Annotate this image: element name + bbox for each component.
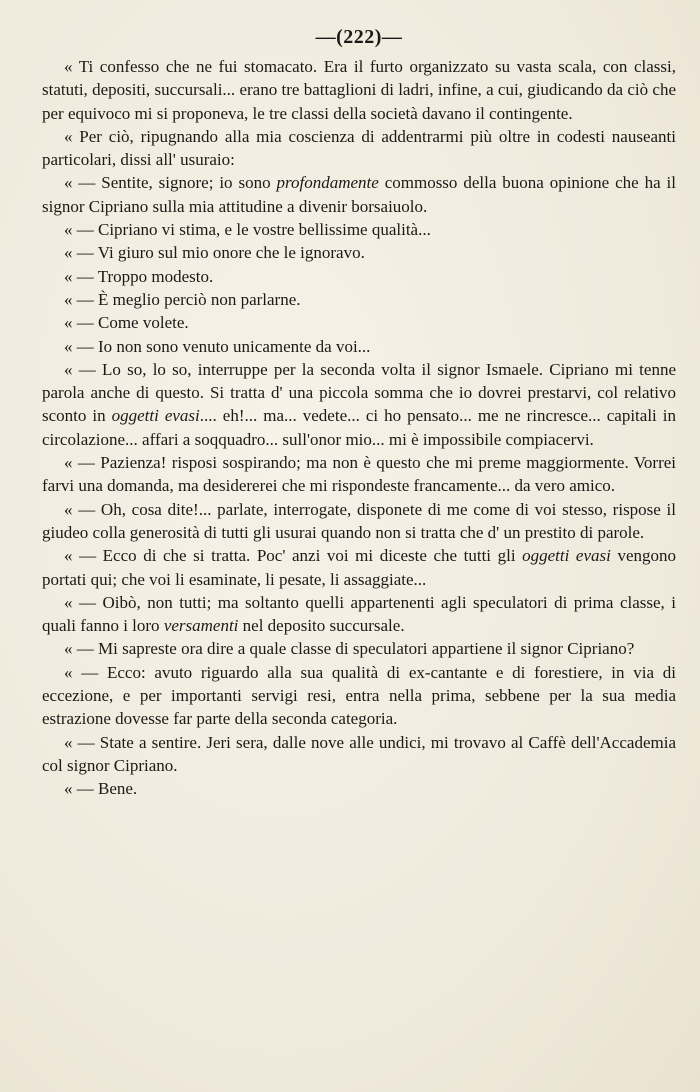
text-segment: commosso della buona opinione che ha il signor Cipriano sulla mia attitudine a divenir borsaiuolo.: [42, 173, 676, 216]
paragraph: [42, 55, 676, 125]
paragraph: [42, 358, 676, 451]
text-segment: .... eh!... ma... vedete... ci ho pensato... me ne rincresce... capitali in circolazione... affari a soqquadro... sull'onor mio... mi è impossibile compiacervi.: [42, 406, 676, 449]
paragraph: [42, 591, 676, 638]
italic-text: oggetti evasi: [111, 406, 200, 426]
text-segment: nel deposito succursale.: [238, 616, 405, 636]
paragraph: [42, 311, 676, 334]
text-segment: « — Vi giuro sul mio onore che le ignoravo.: [64, 243, 365, 263]
paragraph: [42, 731, 676, 778]
text-segment: « — State a sentire. Jeri sera, dalle nove alle undici, mi trovavo al Caffè dell'Accademia col signor Cipriano.: [42, 732, 676, 775]
text-segment: « — Sentite, signore; io sono: [64, 173, 277, 193]
page-number: —(222)—: [315, 26, 403, 48]
paragraph: [42, 637, 676, 660]
text-segment: « — Bene.: [64, 779, 138, 799]
text-segment: « — Ecco: avuto riguardo alla sua qualità di ex-cantante e di forestiere, in via di eccezione, e per importanti servigi resi, entra nella prima, sebbene per la sua media estrazione dovesse far parte della seconda categoria.: [42, 662, 676, 729]
italic-text: versamenti: [163, 616, 239, 636]
text-segment: « — Oh, cosa dite!... parlate, interrogate, disponete di me come di voi stesso, rispose il giudeo colla generosità di tutti gli usurai quando non si tratta che d' un prestito di parole.: [42, 499, 676, 542]
text-segment: « — Mi sapreste ora dire a quale classe di speculatori appartiene il signor Cipriano?: [64, 639, 635, 659]
text-segment: « — Io non sono venuto unicamente da voi...: [64, 336, 371, 356]
paragraph: [42, 288, 676, 311]
paragraph: [42, 451, 676, 498]
text-segment: « — Ecco di che si tratta. Poc' anzi voi mi diceste che tutti gli: [64, 546, 523, 566]
paragraph: [42, 218, 676, 241]
text-segment: « — Pazienza! risposi sospirando; ma non è questo che mi preme maggiormente. Vorrei farvi una domanda, ma desidererei che mi rispondeste francamente... da vero amico.: [42, 453, 676, 496]
italic-text: oggetti evasi: [522, 546, 611, 566]
paragraph: [42, 335, 676, 358]
text-segment: « Per ciò, ripugnando alla mia coscienza di addentrarmi più oltre in codesti nauseanti particolari, dissi all' usuraio:: [42, 126, 676, 170]
text-segment: « — Troppo modesto.: [64, 266, 214, 286]
text-segment: « — Lo so, lo so, interruppe per la seconda volta il signor Ismaele. Cipriano mi tenne parola anche di questo. Si tratta d' una piccola somma che io dovrei prestarvi, col relativo sconto in: [42, 359, 676, 426]
paragraph: [42, 265, 676, 288]
paragraph: [42, 241, 676, 264]
text-segment: « — Come volete.: [64, 313, 189, 333]
italic-text: profondamente: [276, 173, 379, 193]
text-segment: « — È meglio perciò non parlarne.: [64, 289, 301, 309]
paragraph: [42, 777, 676, 800]
paragraph: [42, 661, 676, 731]
paragraph: [42, 544, 676, 591]
text-segment: « Ti confesso che ne fui stomacato. Era il furto organizzato su vasta scala, con classi, statuti, depositi, succursali... erano tre battaglioni di ladri, infine, a cui, giudicando da ciò che per equivoco mi si proponeva, le tre classi della società davano il contingente.: [42, 57, 676, 123]
paragraph: [42, 125, 676, 172]
text-segment: vengono portati qui; che voi li esaminate, li pesate, li assaggiate...: [42, 546, 676, 589]
text-segment: « — Cipriano vi stima, e le vostre bellissime qualità...: [64, 220, 431, 240]
paragraph: [42, 171, 676, 218]
paragraph: [42, 498, 676, 545]
page-body-text: [42, 55, 676, 801]
text-segment: « — Oibò, non tutti; ma soltanto quelli appartenenti agli speculatori di prima classe, i quali fanno i loro: [42, 592, 676, 636]
